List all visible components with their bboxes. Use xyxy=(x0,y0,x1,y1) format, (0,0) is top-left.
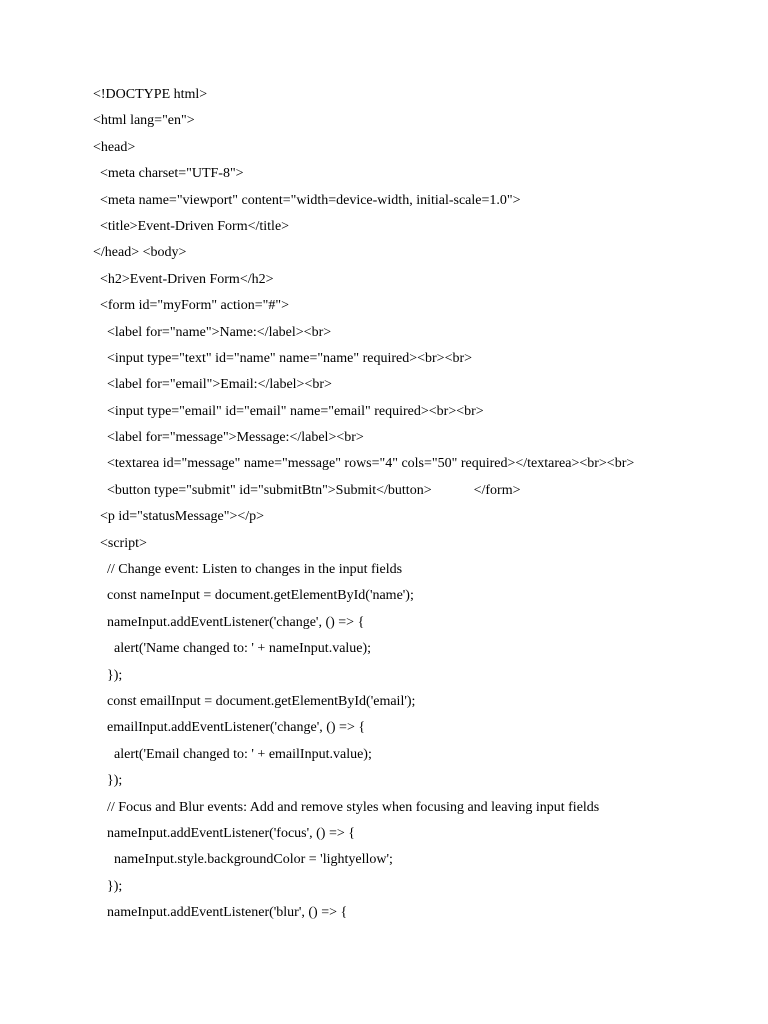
code-line: alert('Name changed to: ' + nameInput.value); xyxy=(93,641,372,657)
code-listing xyxy=(93,85,753,930)
code-line: nameInput.addEventListener('change', () => { xyxy=(93,614,365,630)
code-line: <html lang="en"> xyxy=(93,113,195,129)
code-line: <p id="statusMessage"></p> xyxy=(93,509,265,525)
code-line: <input type="text" id="name" name="name" required><br><br> xyxy=(93,350,473,366)
code-line: <label for="message">Message:</label><br> xyxy=(93,430,364,446)
code-line: }); xyxy=(93,773,123,789)
code-line: <label for="email">Email:</label><br> xyxy=(93,377,332,393)
code-line: nameInput.addEventListener('focus', () => { xyxy=(93,825,355,841)
code-line: <label for="name">Name:</label><br> xyxy=(93,324,332,340)
code-line: <textarea id="message" name="message" rows="4" cols="50" required></textarea><br><br> xyxy=(93,456,635,472)
code-line: // Change event: Listen to changes in the input fields xyxy=(93,562,403,578)
code-line: <!DOCTYPE html> xyxy=(93,87,208,102)
code-line: alert('Email changed to: ' + emailInput.value); xyxy=(93,746,372,762)
code-line: nameInput.addEventListener('blur', () => { xyxy=(93,905,348,921)
code-line: <head> xyxy=(93,139,136,155)
code-line: </head> <body> xyxy=(93,245,187,261)
code-line: const nameInput = document.getElementById('name'); xyxy=(93,588,414,604)
code-line: <input type="email" id="email" name="email" required><br><br> xyxy=(93,403,484,419)
code-line: <title>Event-Driven Form</title> xyxy=(93,218,290,234)
code-line: emailInput.addEventListener('change', () => { xyxy=(93,720,366,736)
code-line: const emailInput = document.getElementById('email'); xyxy=(93,693,416,709)
code-line: // Focus and Blur events: Add and remove styles when focusing and leaving input fields xyxy=(93,799,600,815)
code-line: <button type="submit" id="submitBtn">Submit</button> </form> xyxy=(93,482,521,498)
code-line: nameInput.style.backgroundColor = 'lightyellow'; xyxy=(93,852,393,868)
code-line: <h2>Event-Driven Form</h2> xyxy=(93,271,274,287)
code-line: <meta name="viewport" content="width=device-width, initial-scale=1.0"> xyxy=(93,192,521,208)
code-line: }); xyxy=(93,878,123,894)
code-line: <form id="myForm" action="#"> xyxy=(93,298,289,314)
code-line: }); xyxy=(93,667,123,683)
code-line: <meta charset="UTF-8"> xyxy=(93,166,244,182)
code-line: <script> xyxy=(93,535,147,551)
